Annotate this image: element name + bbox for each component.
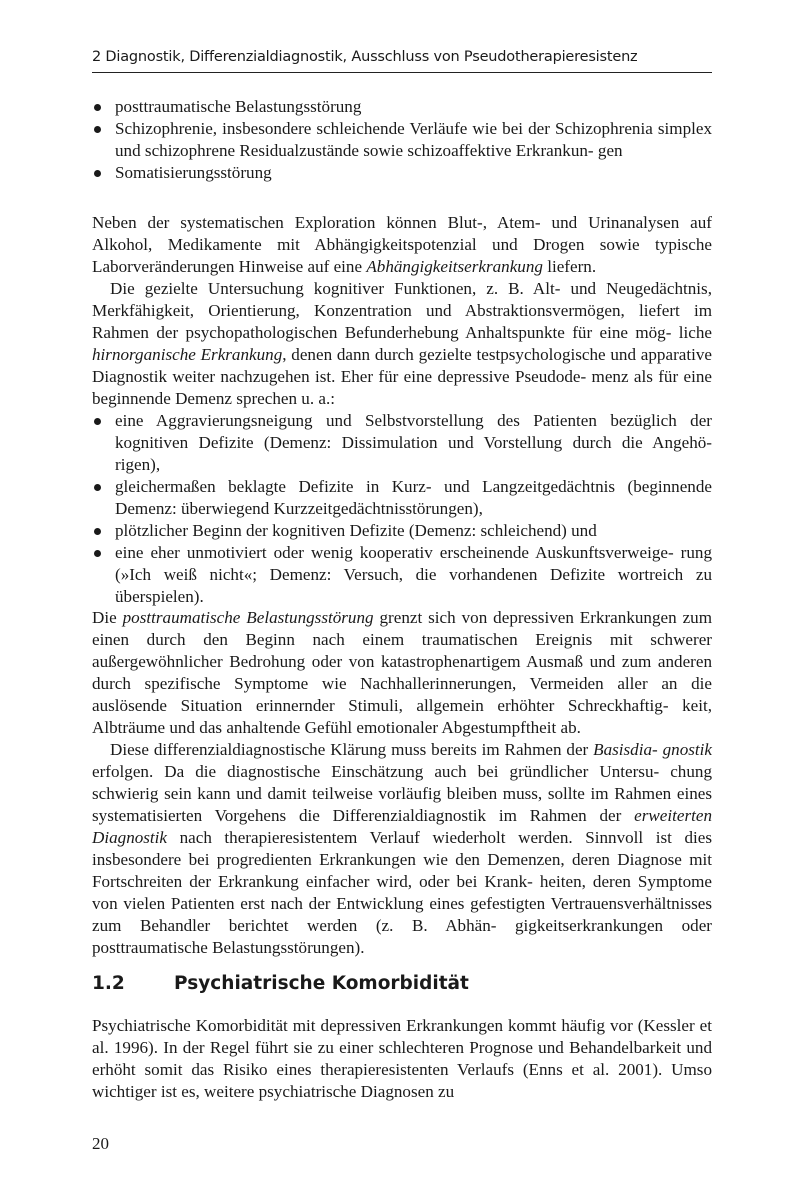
page-number: 20 <box>92 1134 109 1153</box>
paragraph-cognitive-functions: Die gezielte Untersuchung kognitiver Funktionen, z. B. Alt- und Neugedächtnis, Merkfähigkeit, Orientierung, Konzentration und Abstraktionsvermögen, liefert im Rahmen der psychopathologischen Befunderhebung Anhaltspunkte für eine mög- liche hirnorganische Erkrankung, denen dann durch gezielte testpsychologische und apparative Diagnostik weiter nachzugehen ist. Eher für eine depressive Pseudode- menz als für eine beginnende Demenz sprechen u. a.: <box>92 279 712 408</box>
bullet-icon <box>94 484 101 491</box>
section-heading <box>92 973 712 994</box>
paragraph-ptsd: Die posttraumatische Belastungsstörung grenzt sich von depressiven Erkrankungen zum einen durch den Beginn nach einem traumatischen Ereignis mit schwerer außergewöhnlicher Bedrohung oder von katastrophenartigem Ausmaß und zum anderen durch spezifische Symptome wie Nachhallerinnerungen, Vermeiden aller an die auslösende Situation erinnernder Stimuli, allgemein erhöhter Schreckhaftig- keit, Albträume und das anhaltende Gefühl emotionaler Abgestumpftheit ab. <box>92 608 712 737</box>
list-item: eine eher unmotiviert oder wenig kooperativ erscheinende Auskunftsverweige- rung (»Ich weiß nicht«; Demenz: Versuch, die vorhandenen Defizite wortreich zu überspielen). <box>92 542 712 608</box>
header-rule <box>92 72 712 73</box>
running-head: 2 Diagnostik, Differenzialdiagnostik, Ausschluss von Pseudotherapieresistenz <box>92 49 638 65</box>
bullet-list-pseudodementia <box>92 410 712 608</box>
list-item: gleichermaßen beklagte Defizite in Kurz- und Langzeitgedächtnis (beginnende Demenz: überwiegend Kurzzeitgedächtnisstörungen), <box>92 476 712 520</box>
paragraph-comorbidity: Psychiatrische Komorbidität mit depressiven Erkrankungen kommt häufig vor (Kessler et al. 1996). In der Regel führt sie zu einer schlechteren Prognose und Behandelbarkeit und erhöht somit das Risiko eines therapieresistenten Verlaufs (Enns et al. 2001). Umso wichtiger ist es, weitere psychiatrische Diagnosen zu <box>92 1016 712 1101</box>
section-title: Psychiatrische Komorbidität <box>174 973 469 994</box>
paragraph-differential-clarification: Diese differenzialdiagnostische Klärung muss bereits im Rahmen der Basisdia- gnostik erfolgen. Da die diagnostische Einschätzung auch bei gründlicher Untersu- chung schwierig sein kann und damit teilweise vorläufig bleiben muss, sollte im Rahmen eines systematisierten Vorgehens die Differenzialdiagnostik im Rahmen der erweiterten Diagnostik nach therapieresistentem Verlauf wiederholt werden. Sinnvoll ist dies insbesondere bei progredienten Erkrankungen wie den Demenzen, deren Diagnose mit Fortschreiten der Erkrankung einfacher wird, oder bei Krank- heiten, deren Symptome von vielen Patienten erst nach der Entwicklung eines gefestigten Vertrauensverhältnisses zum Behandler berichtet werden (z. B. Abhän- gigkeitserkrankungen oder posttraumatische Belastungsstörungen). <box>92 740 712 957</box>
list-item: posttraumatische Belastungsstörung <box>92 96 712 118</box>
list-item: plötzlicher Beginn der kognitiven Defizite (Demenz: schleichend) und <box>92 520 712 542</box>
list-item: Somatisierungsstörung <box>92 162 712 184</box>
bullet-icon <box>94 550 101 557</box>
bullet-icon <box>94 418 101 425</box>
list-item: Schizophrenie, insbesondere schleichende Verläufe wie bei der Schizophrenia simplex und schizophrene Residualzustände sowie schizoaffektive Erkrankun- gen <box>92 118 712 162</box>
paragraph-lab-analyses: Neben der systematischen Exploration können Blut-, Atem- und Urinanalysen auf Alkohol, Medikamente mit Abhängigkeitspotenzial und Drogen sowie typische Laborveränderungen Hinweise auf eine Abhängigkeitserkrankung liefern. <box>92 213 712 276</box>
body-text-block-3 <box>92 1015 712 1103</box>
bullet-icon <box>94 528 101 535</box>
list-item: eine Aggravierungsneigung und Selbstvorstellung des Patienten bezüglich der kognitiven Defizite (Demenz: Dissimulation und Vorstellung durch die Angehö- rigen), <box>92 410 712 476</box>
bullet-list-differential-diagnoses <box>92 96 712 184</box>
body-text-block-1 <box>92 212 712 410</box>
body-text-block-2 <box>92 607 712 959</box>
bullet-icon <box>94 104 101 111</box>
bullet-icon <box>94 170 101 177</box>
bullet-icon <box>94 126 101 133</box>
section-number: 1.2 <box>92 973 125 994</box>
